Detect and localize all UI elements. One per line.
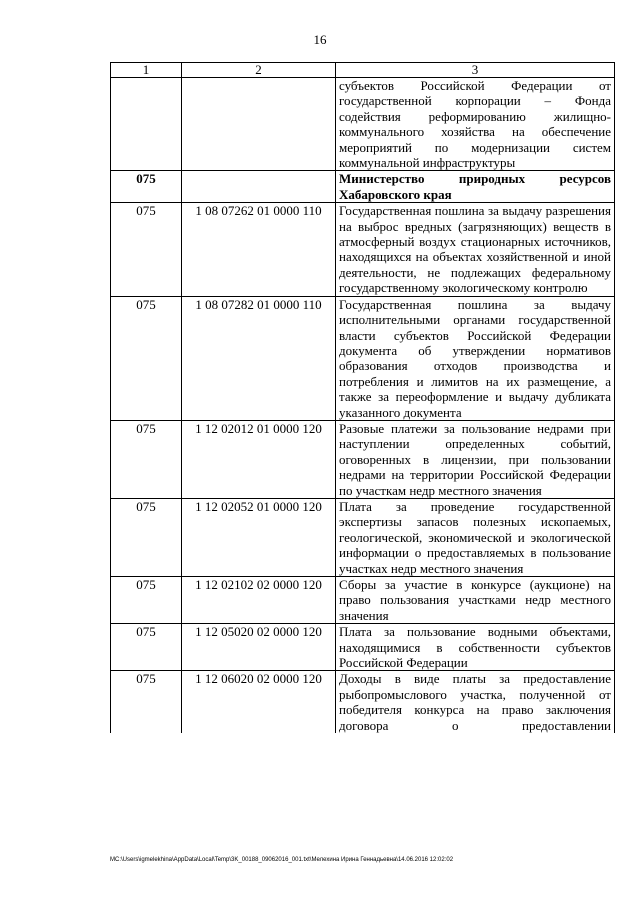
- table-header-row: [111, 63, 615, 78]
- header-col-2: 2: [182, 63, 336, 78]
- admin-code-cell: 075: [111, 171, 182, 203]
- income-code-cell: 1 12 02102 02 0000 120: [182, 577, 336, 624]
- description-cell: Государственная пошлина за выдачу исполнительными органами государственной власти субъектов Российской Федерации документа об утверждении нормативов образования отходов производства и потребления и лимитов на их размещение, а также за переоформление и выдачу дубликата указанного документа: [336, 296, 615, 420]
- table-row: [111, 78, 615, 171]
- description-cell: субъектов Российской Федерации от государственной корпорации – Фонда содействия реформированию жилищно-коммунального хозяйства на обеспечение мероприятий по модернизации систем коммунальной инфраструктуры: [336, 78, 615, 171]
- table-row: [111, 296, 615, 420]
- admin-code-cell: 075: [111, 671, 182, 733]
- table-row: [111, 498, 615, 576]
- admin-code-cell: 075: [111, 498, 182, 576]
- description-cell: Плата за пользование водными объектами, находящимися в собственности субъектов Российской Федерации: [336, 624, 615, 671]
- table-row: [111, 420, 615, 498]
- description-cell: Плата за проведение государственной экспертизы запасов полезных ископаемых, геологической, экономической и экологической информации о предоставляемых в пользование участках недр местного значения: [336, 498, 615, 576]
- header-col-3: 3: [336, 63, 615, 78]
- income-code-cell: 1 12 02012 01 0000 120: [182, 420, 336, 498]
- admin-code-cell: 075: [111, 203, 182, 296]
- admin-code-cell: 075: [111, 296, 182, 420]
- description-cell: Сборы за участие в конкурсе (аукционе) на право пользования участками недр местного значения: [336, 577, 615, 624]
- income-code-cell: 1 12 05020 02 0000 120: [182, 624, 336, 671]
- table-row: [111, 671, 615, 733]
- page-number: 16: [313, 32, 327, 47]
- income-code-cell: 1 12 06020 02 0000 120: [182, 671, 336, 733]
- header-col-1: 1: [111, 63, 182, 78]
- description-cell: Разовые платежи за пользование недрами при наступлении определенных событий, оговоренных в лицензии, при пользовании недрами на территории Российской Федерации по участкам недр местного значения: [336, 420, 615, 498]
- income-codes-table: [110, 62, 615, 733]
- description-cell: Государственная пошлина за выдачу разрешения на выброс вредных (загрязняющих) веществ в атмосферный воздух стационарных источников, находящихся на объектах хозяйственной и иной деятельности, не подлежащих федеральному государственному экологическому контролю: [336, 203, 615, 296]
- income-code-cell: 1 08 07262 01 0000 110: [182, 203, 336, 296]
- income-code-cell: [182, 78, 336, 171]
- income-code-cell: 1 08 07282 01 0000 110: [182, 296, 336, 420]
- table-row: [111, 624, 615, 671]
- admin-code-cell: 075: [111, 577, 182, 624]
- ministry-name-cell: Министерство природных ресурсов Хабаровского края: [336, 171, 615, 203]
- admin-code-cell: 075: [111, 624, 182, 671]
- table-row: [111, 577, 615, 624]
- admin-code-cell: 075: [111, 420, 182, 498]
- table-row: [111, 203, 615, 296]
- admin-code-cell: [111, 78, 182, 171]
- income-code-cell: [182, 171, 336, 203]
- table-row-ministry: [111, 171, 615, 203]
- description-cell: Доходы в виде платы за предоставление рыбопромыслового участка, полученной от победителя конкурса на право заключения договора о предоставлении: [336, 671, 615, 733]
- income-code-cell: 1 12 02052 01 0000 120: [182, 498, 336, 576]
- file-path-footer: МС:\Users\igmelekhina\AppData\Local\Temp\3K_00188_09062016_001.txt\Мелехина Ирина Геннадьевна\14.06.2016 12:02:02: [110, 857, 454, 863]
